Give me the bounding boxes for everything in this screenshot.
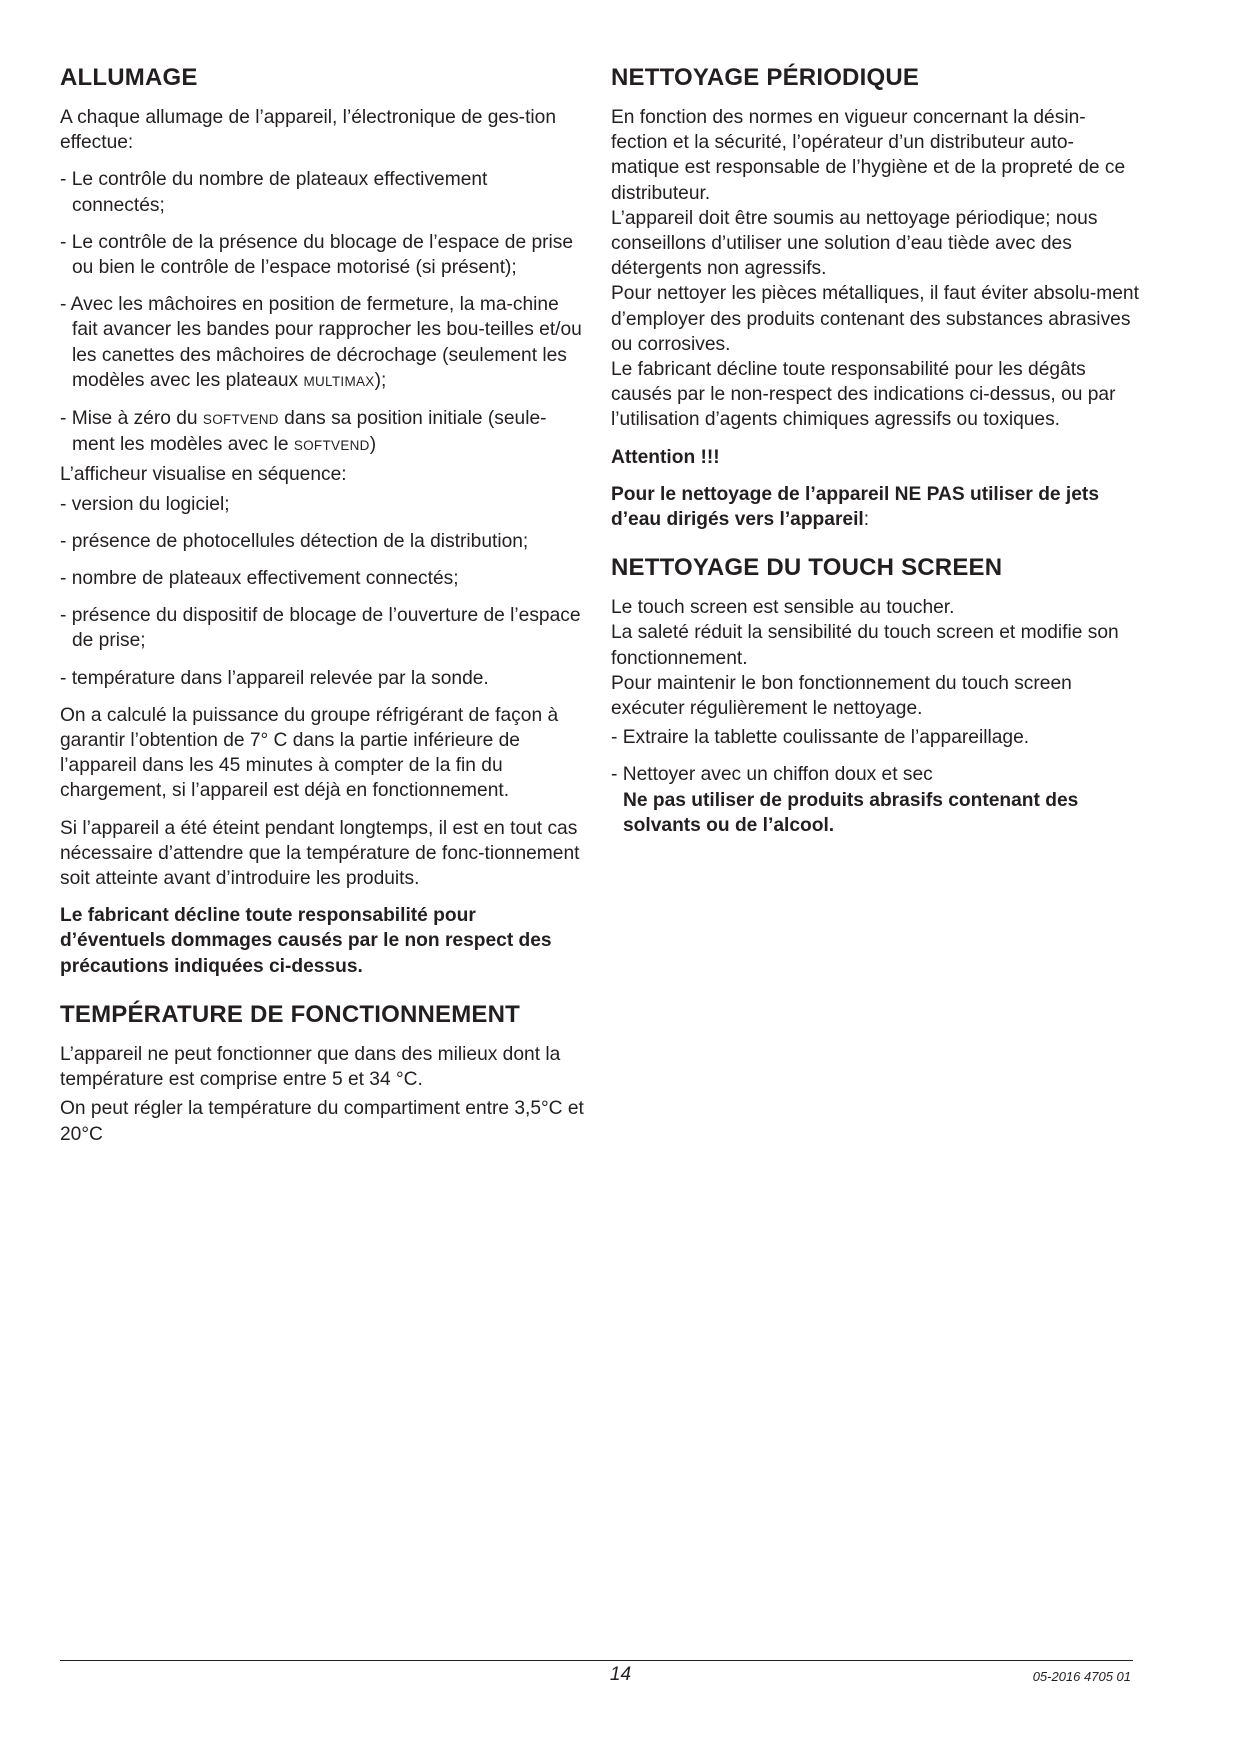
allumage-item-3-text: - Avec les mâchoires en position de fermeture, la ma-chine fait avancer les bandes pour rapprocher les bou-teilles et/ou les canettes des mâchoires de décrochage (seulement les modèles avec les plateaux <box>60 294 582 391</box>
section-title-allumage: ALLUMAGE <box>60 64 198 91</box>
off-paragraph: Si l’appareil a été éteint pendant longtemps, il est en tout cas nécessaire d’attendre que la température de fonc-tionnement soit atteinte avant d’introduire les produits. <box>60 817 580 890</box>
display-item-4: - présence du dispositif de blocage de l’ouverture de l’espace de prise; <box>60 605 581 652</box>
allumage-item-3 <box>60 292 585 394</box>
right-column <box>611 64 1141 850</box>
water-jet-warning-text: Pour le nettoyage de l’appareil NE PAS utiliser de jets d’eau dirigés vers l’appareil <box>611 483 1099 531</box>
softvend-label-1: SOFTVEND <box>202 412 279 428</box>
display-item-5: - température dans l’appareil relevée par la sonde. <box>60 667 489 689</box>
touch-item-2-text: - Nettoyer avec un chiffon doux et sec <box>611 764 933 786</box>
touch-p2: La saleté réduit la sensibilité du touch screen et modifie son fonctionnement. <box>611 622 1119 669</box>
allumage-item-4 <box>60 406 585 458</box>
allumage-item-1: - Le contrôle du nombre de plateaux effectivement connectés; <box>60 169 488 216</box>
touch-item-1: - Extraire la tablette coulissante de l’appareillage. <box>611 727 1030 749</box>
power-paragraph: On a calculé la puissance du groupe réfrigérant de façon à garantir l’obtention de 7° C dans la partie inférieure de l’appareil dans les 45 minutes à compter de la fin du chargement, si l’appareil est déjà en fonctionnement. <box>60 704 559 802</box>
display-item-3: - nombre de plateaux effectivement connectés; <box>60 568 459 590</box>
nettoyage-p3: Pour nettoyer les pièces métalliques, il faut éviter absolu-ment d’employer des produits contenant des substances abrasives ou corrosives. <box>611 283 1139 355</box>
nettoyage-p1: En fonction des normes en vigueur concernant la désin-fection et la sécurité, l’opérateur d’un distributeur auto-matique est responsable de l’hygiène et de la propreté de ce distributeur. <box>611 107 1126 204</box>
water-jet-warning-colon: : <box>863 509 870 531</box>
touch-item-2 <box>611 762 1141 838</box>
nettoyage-p2: L’appareil doit être soumis au nettoyage périodique; nous conseillons d’utiliser une solution d’eau tiède avec des détergents non agressifs. <box>611 207 1098 280</box>
touch-p3: Pour maintenir le bon fonctionnement du touch screen exécuter régulièrement le nettoyage. <box>611 672 1072 720</box>
softvend-label-2: SOFTVEND <box>293 438 370 454</box>
section-title-temperature: TEMPÉRATURE DE FONCTIONNEMENT <box>60 1000 521 1028</box>
liability-warning: Le fabricant décline toute responsabilité pour d’éventuels dommages causés par le non respect des précautions indiquées ci-dessus. <box>60 905 552 977</box>
section-title-touch-screen: NETTOYAGE DU TOUCH SCREEN <box>611 554 1003 582</box>
footer-rule <box>60 1660 1133 1661</box>
temperature-line-2: On peut régler la température du compartiment entre 3,5°C et 20°C <box>60 1098 584 1145</box>
allumage-intro: A chaque allumage de l’appareil, l’électronique de ges-tion effectue: <box>60 107 557 154</box>
touch-p1: Le touch screen est sensible au toucher. <box>611 597 955 619</box>
allumage-item-4-b: dans sa position initiale (seule-ment les modèles avec le <box>72 408 547 456</box>
allumage-item-4-a: - Mise à zéro du <box>60 408 203 430</box>
left-column <box>60 64 585 1159</box>
attention-label: Attention !!! <box>611 446 720 468</box>
display-item-2: - présence de photocellules détection de la distribution; <box>60 530 529 552</box>
section-title-nettoyage: NETTOYAGE PÉRIODIQUE <box>611 64 920 91</box>
display-item-1: - version du logiciel; <box>60 493 230 515</box>
nettoyage-p4: Le fabricant décline toute responsabilité pour les dégâts causés par le non-respect des indications ci-dessus, ou par l’utilisation d’agents chimiques agressifs ou toxiques. <box>611 359 1116 431</box>
touch-item-2-warning: Ne pas utiliser de produits abrasifs contenant des solvants ou de l’alcool. <box>623 789 1079 836</box>
multimax-label: MULTIMAX <box>303 373 375 389</box>
document-code: 05-2016 4705 01 <box>1032 1669 1131 1684</box>
allumage-item-2: - Le contrôle de la présence du blocage de l’espace de prise ou bien le contrôle de l’espace motorisé (si présent); <box>60 231 574 279</box>
temperature-line-1: L’appareil ne peut fonctionner que dans des milieux dont la température est comprise entre 5 et 34 °C. <box>60 1043 561 1091</box>
page-number: 14 <box>609 1664 632 1685</box>
display-intro: L’afficheur visualise en séquence: <box>60 464 347 486</box>
water-jet-warning <box>611 482 1141 532</box>
allumage-item-4-c: ) <box>369 434 377 456</box>
allumage-item-3-end: ); <box>374 369 387 391</box>
